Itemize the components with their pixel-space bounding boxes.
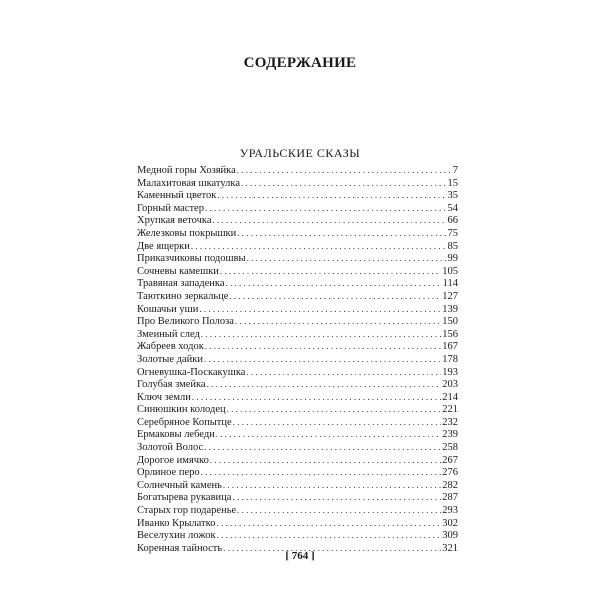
toc-dot-leader — [201, 466, 442, 479]
toc-entry-page: 105 — [442, 265, 458, 277]
toc-entry — [137, 391, 458, 404]
toc-dot-leader — [204, 441, 441, 454]
toc-dot-leader — [216, 428, 441, 441]
toc-entry — [137, 403, 458, 416]
toc-entry — [137, 303, 458, 316]
toc-entry-page: 321 — [442, 542, 458, 554]
toc-entry — [137, 517, 458, 530]
toc-entry-title: Кошачьи уши — [137, 303, 199, 315]
toc-dot-leader — [191, 240, 447, 253]
toc-entry-title: Золотой Волос — [137, 442, 204, 454]
toc-entry-page: 309 — [442, 530, 458, 542]
toc-entry — [137, 454, 458, 467]
toc-entry — [137, 227, 458, 240]
toc-entry-title: Дорогое имячко — [137, 454, 209, 466]
toc-dot-leader — [210, 454, 441, 467]
toc-dot-leader — [213, 214, 447, 227]
toc-entry-page: 232 — [442, 416, 458, 428]
toc-entry — [137, 315, 458, 328]
toc-entry-title: Две ящерки — [137, 240, 190, 252]
toc-entry-title: Змеиный след — [137, 328, 200, 340]
toc-dot-leader — [207, 378, 442, 391]
page-title: СОДЕРЖАНИЕ — [243, 55, 357, 71]
toc-entry — [137, 441, 458, 454]
toc-dot-leader — [246, 366, 441, 379]
toc-entry-page: 203 — [442, 379, 458, 391]
toc-entry — [137, 428, 458, 441]
toc-entry-page: 150 — [442, 316, 458, 328]
toc-entry-title: Хрупкая веточка — [137, 215, 212, 227]
toc-entry — [137, 491, 458, 504]
toc-entry-page: 287 — [442, 492, 458, 504]
toc-entry-title: Каменный цветок — [137, 190, 217, 202]
toc-entry-title: Медной горы Хозяйка — [137, 165, 236, 176]
toc-entry-page: 75 — [447, 227, 458, 239]
toc-entry — [137, 177, 458, 190]
toc-entry — [137, 277, 458, 290]
toc-entry — [137, 416, 458, 429]
toc-entry-page: 193 — [442, 366, 458, 378]
toc-entry — [137, 504, 458, 517]
toc-dot-leader — [229, 290, 441, 303]
toc-dot-leader — [232, 491, 441, 504]
toc-entry-page: 293 — [442, 505, 458, 517]
toc-dot-leader — [241, 177, 447, 190]
toc-entry-page: 85 — [447, 240, 458, 252]
toc-dot-leader — [235, 315, 441, 328]
toc-entry-page: 99 — [447, 253, 458, 265]
toc-entry-title: Орлиное перо — [137, 467, 200, 479]
toc-dot-leader — [205, 340, 441, 353]
toc-entry — [137, 214, 458, 227]
toc-dot-leader — [227, 403, 442, 416]
toc-entry — [137, 290, 458, 303]
toc-entry — [137, 340, 458, 353]
page-number: [ 764 ] — [285, 550, 315, 562]
toc-entry-title: Коренная тайность — [137, 542, 223, 554]
toc-entry-title: Про Великого Полоза — [137, 316, 234, 328]
toc-entry-page: 127 — [442, 290, 458, 302]
toc-entry — [137, 479, 458, 492]
toc-entry-title: Иванко Крылатко — [137, 517, 216, 529]
toc-dot-leader — [233, 416, 442, 429]
toc-entry-title: Железковы покрышки — [137, 227, 237, 239]
section-title: УРАЛЬСКИЕ СКАЗЫ — [239, 146, 361, 160]
toc-dot-leader — [217, 529, 442, 542]
toc-dot-leader — [225, 277, 441, 290]
toc-entry-page: 167 — [442, 341, 458, 353]
toc-entry-title: Малахитовая шкатулка — [137, 177, 240, 189]
toc-entry — [137, 240, 458, 253]
toc-entry-page: 267 — [442, 454, 458, 466]
toc-entry-page: 302 — [442, 517, 458, 529]
toc-entry-page: 178 — [442, 353, 458, 365]
toc-entry-page: 114 — [442, 278, 458, 290]
toc-entry — [137, 202, 458, 215]
toc-dot-leader — [199, 303, 441, 316]
toc-entry-title: Старых гор подаренье — [137, 505, 237, 517]
toc-entry-title: Веселухин ложок — [137, 530, 216, 542]
toc-entry-page: 35 — [447, 190, 458, 202]
toc-entry-title: Ермаковы лебеди — [137, 429, 215, 441]
toc-entry-title: Жабреев ходок — [137, 341, 204, 353]
toc-entry-title: Солнечный камень — [137, 479, 222, 491]
toc-entry-title: Таюткино зеркальце — [137, 290, 229, 302]
toc-entry-title: Сочневы камешки — [137, 265, 219, 277]
toc-entry-title: Горный мастер — [137, 202, 204, 214]
toc-entry — [137, 252, 458, 265]
toc-entry-page: 282 — [442, 479, 458, 491]
toc-entry — [137, 189, 458, 202]
toc-entry-page: 54 — [447, 202, 458, 214]
toc-entry-page: 156 — [442, 328, 458, 340]
toc-entry — [137, 529, 458, 542]
toc-dot-leader — [237, 164, 452, 177]
toc-dot-leader — [205, 202, 447, 215]
toc-entry — [137, 366, 458, 379]
table-of-contents — [137, 164, 458, 554]
toc-entry-page: 139 — [442, 303, 458, 315]
toc-dot-leader — [223, 479, 441, 492]
toc-entry-title: Серебряное Копытце — [137, 416, 232, 428]
toc-entry-title: Приказчиковы подошвы — [137, 253, 246, 265]
toc-entry-page: 66 — [447, 215, 458, 227]
toc-entry — [137, 328, 458, 341]
toc-entry-page: 214 — [442, 391, 458, 403]
toc-entry-page: 221 — [442, 404, 458, 416]
toc-dot-leader — [237, 504, 441, 517]
toc-entry — [137, 378, 458, 391]
toc-entry-page: 239 — [442, 429, 458, 441]
toc-dot-leader — [201, 328, 441, 341]
toc-dot-leader — [192, 391, 441, 404]
toc-entry-page: 258 — [442, 442, 458, 454]
toc-entry — [137, 353, 458, 366]
toc-dot-leader — [204, 353, 441, 366]
toc-entry — [137, 466, 458, 479]
toc-entry — [137, 265, 458, 278]
toc-entry — [137, 164, 458, 177]
toc-entry-page: 7 — [452, 165, 458, 176]
toc-dot-leader — [220, 265, 441, 278]
toc-dot-leader — [247, 252, 447, 265]
toc-entry-title: Голубая змейка — [137, 379, 206, 391]
toc-entry-title: Золотые дайки — [137, 353, 203, 365]
toc-dot-leader — [217, 189, 446, 202]
toc-entry-page: 15 — [447, 177, 458, 189]
toc-entry-title: Ключ земли — [137, 391, 191, 403]
toc-entry-title: Богатырева рукавица — [137, 492, 232, 504]
toc-entry-title: Синюшкин колодец — [137, 404, 226, 416]
toc-dot-leader — [237, 227, 446, 240]
toc-entry-title: Огневушка-Поскакушка — [137, 366, 246, 378]
toc-entry-title: Травяная западенка — [137, 278, 225, 290]
toc-entry-page: 276 — [442, 467, 458, 479]
toc-dot-leader — [216, 517, 441, 530]
